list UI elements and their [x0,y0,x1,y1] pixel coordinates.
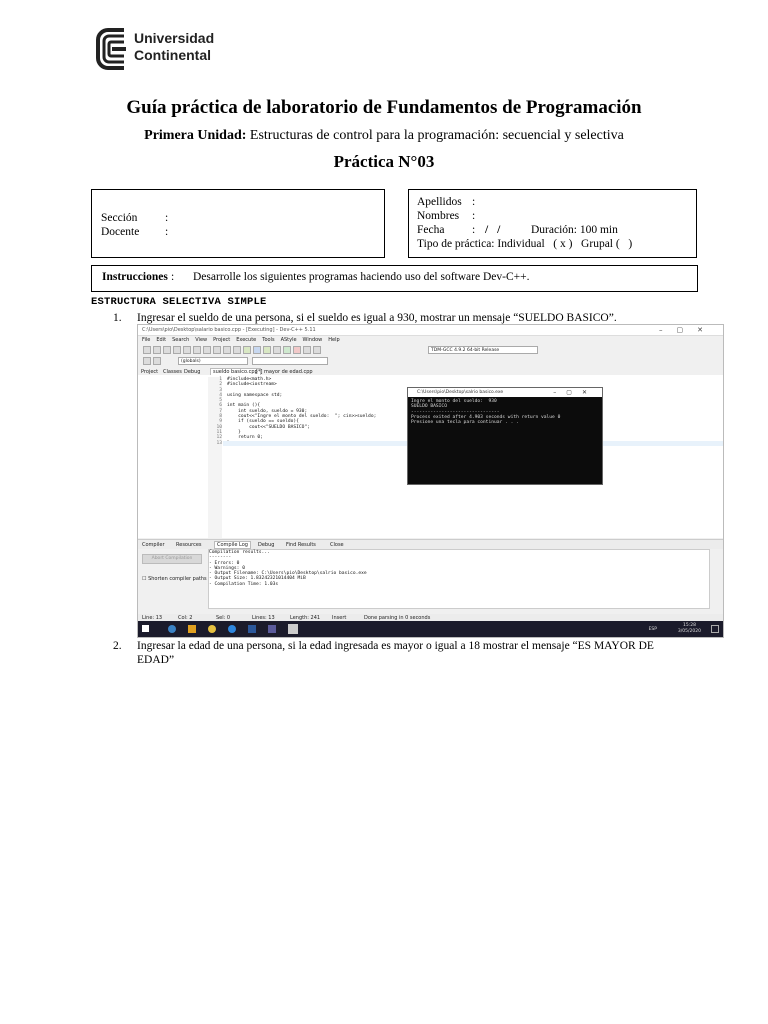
nombres-label: Nombres [417,210,460,222]
open-icon[interactable] [153,346,161,354]
edge-icon[interactable] [228,625,236,633]
devcpp-screenshot [137,324,724,638]
compile-log-text: Compilation results... -------- - Errors: 0 - Warnings: 0 - Output Filename: C:\Users\pio\Desktop\salrio basico.exe - Output Size: 1.83242321014404 MiB - Compilation Time: 1.03s [208,549,710,609]
stop-icon[interactable] [293,346,301,354]
search-icon[interactable] [168,625,176,633]
logo-line-1: Universidad [134,30,215,46]
docente-colon: : [165,226,169,238]
line-numbers: 1 2 3 4 5 6 7 8 9 10 11 12 13 [208,377,222,538]
console-window-controls[interactable]: –▢✕ [553,389,597,396]
left-tab-project[interactable]: Project [141,369,159,375]
fecha-colon: : [472,224,476,236]
student-info-box [408,189,697,258]
clock-time: 15:28 [682,623,696,628]
subtitle-label: Primera Unidad: [144,128,247,143]
document-subtitle [0,128,768,144]
university-name [134,30,214,64]
word-icon[interactable] [248,625,256,633]
run-icon[interactable] [253,346,261,354]
status-line: Line: 13 [142,615,163,621]
item-1-text: Ingresar el sueldo de una persona, si el sueldo es igual a 930, mostrar un mensaje “SUELDO BASICO”. [137,312,617,324]
tipo-practica-label: Tipo de práctica: Individual ( x ) Grupal ( ) [417,238,633,250]
console-window[interactable] [407,387,603,485]
instructions-label: Instrucciones [102,271,168,283]
windows-taskbar [138,621,723,637]
ide-titlebar [138,325,723,336]
shorten-paths-checkbox[interactable]: ☐ Shorten compiler paths [142,576,207,582]
ide-toolbar-2 [138,356,723,367]
item-1-number: 1. [113,312,122,324]
new-file-icon[interactable] [143,346,151,354]
ide-window-controls[interactable]: –▢✕ [659,326,717,334]
debug-icon[interactable] [303,346,311,354]
file-tab-active[interactable]: sueldo basico.cpp [210,368,261,376]
compile-icon[interactable] [243,346,251,354]
find-icon[interactable] [223,346,231,354]
chrome-icon[interactable] [208,625,216,633]
document-title: Guía práctica de laboratorio de Fundamentos de Programación [126,97,642,118]
section-heading: ESTRUCTURA SELECTIVA SIMPLE [91,296,267,308]
status-sel: Sel: 0 [216,615,231,621]
tab-debug[interactable]: Debug [258,542,275,548]
seccion-label: Sección [101,212,138,224]
docente-label: Docente [101,226,140,238]
compiler-select[interactable]: TDM-GCC 4.9.2 64-bit Release [428,346,538,354]
scope-select[interactable]: (globals) [178,357,248,365]
goto-icon[interactable] [143,357,151,365]
devcpp-icon[interactable] [268,625,276,633]
abort-compilation-button[interactable]: Abort Compilation [142,554,202,564]
profile-icon[interactable] [313,346,321,354]
status-length: Length: 241 [290,615,321,621]
instructions-colon: : [171,271,175,283]
menu-item-file[interactable]: File [142,337,151,343]
ide-toolbar-1 [138,345,723,356]
print-icon[interactable] [193,346,201,354]
tab-find-results[interactable]: Find Results [286,542,316,548]
compile-log-area [138,548,723,608]
tab-compile-log[interactable]: Compile Log [214,541,251,549]
console-output: Ingre el monto del sueldo: 930 SUELDO BASICO -------------------------------- Process exited after 4.903 seconds with return value 0 Presione una tecla para continuar . . . [408,397,602,427]
start-icon[interactable] [142,625,149,632]
fecha-label: Fecha [417,224,445,236]
menu-item-window[interactable]: Window [302,337,323,343]
status-insert: Insert [332,615,347,621]
project-panel [138,375,209,538]
close-file-icon[interactable] [183,346,191,354]
console-taskbar-icon[interactable] [288,624,298,634]
notifications-icon[interactable] [711,625,719,633]
rebuild-icon[interactable] [273,346,281,354]
menu-item-astyle[interactable]: AStyle [280,337,297,343]
status-bar [138,614,723,621]
status-parsing: Done parsing in 0 seconds [364,615,431,621]
ide-menubar [138,336,723,344]
instructions-text: Desarrolle los siguientes programas haciendo uso del software Dev-C++. [193,271,530,283]
item-2-number: 2. [113,640,122,652]
menu-item-view[interactable]: View [195,337,208,343]
save-icon[interactable] [163,346,171,354]
ide-menu-items[interactable] [142,337,346,343]
apellidos-label: Apellidos [417,196,462,208]
menu-item-execute[interactable]: Execute [236,337,257,343]
function-select[interactable] [252,357,328,365]
check-icon[interactable] [283,346,291,354]
practice-number: Práctica N°03 [333,152,435,171]
menu-item-project[interactable]: Project [213,337,231,343]
duracion-label: Duración: 100 min [531,224,618,236]
file-tab-2[interactable]: [*] mayor de edad.cpp [256,369,313,375]
menu-item-edit[interactable]: Edit [156,337,167,343]
student-section-box [91,189,385,258]
language-indicator[interactable]: ESP [648,627,657,632]
apellidos-colon: : [472,196,476,208]
ide-tabs-row [138,368,723,375]
redo-icon[interactable] [213,346,221,354]
ide-window-title: C:\Users\pio\Desktop\salario basico.cpp - [Executing] - Dev-C++ 5.11 [142,327,316,333]
nombres-colon: : [472,210,476,222]
compile-run-icon[interactable] [263,346,271,354]
left-tab-debug[interactable]: Debug [184,369,201,375]
menu-item-search[interactable]: Search [172,337,190,343]
left-tab-classes[interactable]: Classes [163,369,182,375]
item-2-text: Ingresar la edad de una persona, si la edad ingresada es mayor o igual a 18 mostrar el mensaje “ES MAYOR DE EDAD” [137,640,654,666]
fecha-value: / / [485,224,501,236]
shorten-paths-label: Shorten compiler paths [148,576,207,582]
tab-resources[interactable]: Resources [176,542,202,548]
clock[interactable] [678,623,701,635]
undo-icon[interactable] [203,346,211,354]
save-all-icon[interactable] [173,346,181,354]
replace-icon[interactable] [233,346,241,354]
tab-compiler[interactable]: Compiler [142,542,165,548]
console-title: C:\Users\pio\Desktop\salrio basico.exe [417,390,504,395]
source-code: #include<math.h> #include<iostream> using namespace std; int main (){ int sueldo, sueldo = 930; cout<<"Ingre el monto del sueldo: "; cin>>sueldo; if (sueldo == sueldo){ cout<<"SUELDO BASICO"; } return 0; [227,377,377,441]
bookmark-icon[interactable] [153,357,161,365]
status-col: Col: 2 [178,615,193,621]
menu-item-help[interactable]: Help [328,337,340,343]
clock-date: 3/05/2020 [677,629,701,634]
instructions-box [91,265,698,292]
console-titlebar [408,388,602,397]
tab-close[interactable]: Close [330,542,344,548]
status-lines: Lines: 13 [252,615,275,621]
explorer-icon[interactable] [188,625,196,633]
seccion-colon: : [165,212,169,224]
menu-item-tools[interactable]: Tools [262,337,275,343]
logo-line-2: Continental [134,47,211,63]
subtitle-text: Estructuras de control para la programación: secuencial y selectiva [246,128,624,143]
